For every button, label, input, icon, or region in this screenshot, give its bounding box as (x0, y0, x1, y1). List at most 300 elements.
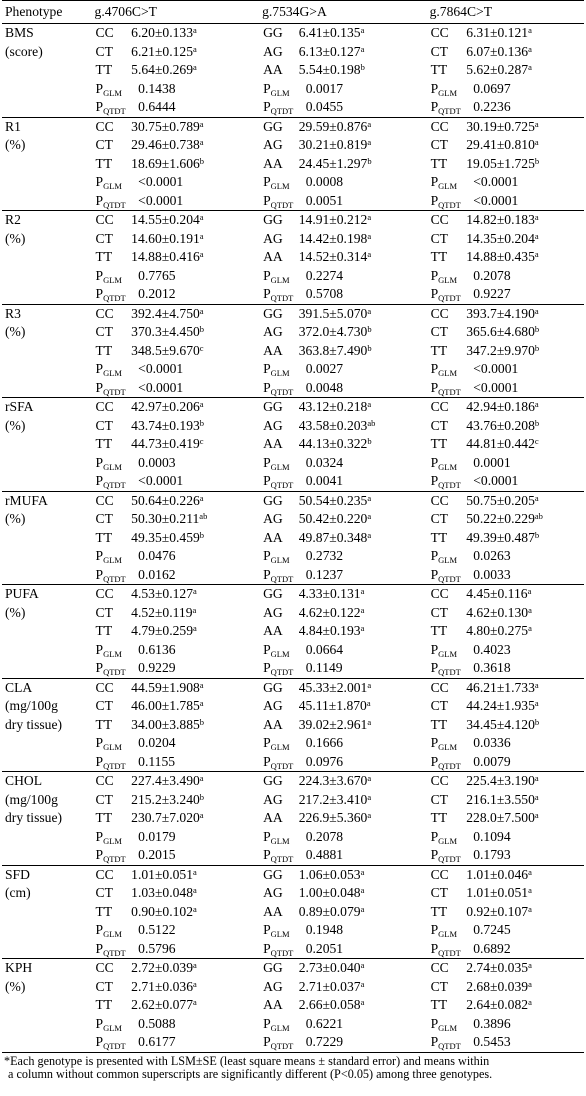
phenotype-name: (%) (5, 137, 26, 153)
lsm-value (131, 43, 249, 62)
superscript-letter: a (534, 492, 539, 503)
header-snp-2: g.7534G>A (259, 1, 427, 24)
value-text: 14.88±0.435 (466, 249, 535, 265)
p-glm-value: <0.0001 (473, 174, 519, 190)
lsm-value (466, 211, 584, 230)
column-gap (249, 211, 259, 230)
value-text: 34.00±3.885 (131, 716, 200, 732)
p-letter: P (263, 473, 271, 489)
p-letter: P (95, 548, 104, 564)
value-text: 43.12±0.218 (298, 399, 368, 415)
lsm-value (466, 809, 584, 828)
column-gap (249, 529, 259, 548)
lsm-value (131, 211, 249, 230)
column-gap (249, 828, 259, 847)
phenotype-name (2, 996, 92, 1015)
lsm-value (131, 622, 249, 641)
p-glm-value: 0.2078 (305, 828, 344, 844)
lsm-value (466, 248, 584, 267)
p-letter: P (263, 753, 271, 769)
superscript-letter: a (360, 903, 365, 914)
value-text: 365.6±4.680 (466, 324, 535, 340)
superscript-letter: a (360, 586, 365, 597)
p-qtdt-value: 0.7229 (299, 1033, 417, 1052)
value-text: 372.0±4.730 (298, 324, 368, 340)
genotype-label: AG (263, 885, 283, 901)
superscript-letter: a (534, 118, 539, 129)
phenotype-name (2, 454, 92, 473)
column-gap (249, 472, 259, 491)
value-text: 14.88±0.416 (131, 249, 200, 265)
p-subscript: GLM (103, 181, 122, 192)
phenotype-name (2, 547, 92, 566)
p-subscript: QTDT (438, 854, 461, 865)
value-text: 2.68±0.039 (466, 978, 529, 994)
genotype-label: AA (263, 997, 283, 1013)
p-letter: P (95, 566, 104, 582)
superscript-letter: a (199, 698, 204, 709)
superscript-letter: a (193, 62, 197, 73)
footnote (2, 1055, 584, 1082)
value-text: 14.82±0.183 (466, 212, 535, 228)
genotype-label: CT (95, 137, 113, 153)
column-gap (416, 641, 426, 660)
genotype-label: TT (95, 623, 113, 639)
phenotype-name: PUFA (5, 586, 39, 602)
p-letter: P (263, 379, 271, 395)
p-subscript: QTDT (438, 947, 461, 958)
superscript-letter: a (199, 492, 204, 503)
p-qtdt-label (427, 1033, 467, 1052)
table-row (2, 117, 584, 136)
p-letter: P (263, 361, 271, 377)
genotype-label: CT (95, 230, 113, 246)
superscript-letter: a (367, 773, 372, 784)
column-gap (249, 884, 259, 903)
value-text: 14.91±0.212 (298, 212, 368, 228)
lsm-value (299, 248, 417, 267)
p-letter: P (263, 828, 271, 844)
genotype-label: TT (430, 529, 448, 545)
value-text: 6.31±0.121 (466, 25, 529, 41)
lsm-value (131, 117, 249, 136)
lsm-value (299, 136, 417, 155)
genotype-label: GG (263, 399, 283, 415)
p-glm-label (259, 173, 299, 192)
phenotype-name: (%) (5, 978, 26, 994)
column-gap (416, 884, 426, 903)
genotype-label: AG (263, 324, 283, 340)
value-text: 1.06±0.053 (298, 866, 361, 882)
column-gap (249, 285, 259, 304)
phenotype-name: (%) (5, 604, 26, 620)
p-qtdt-value: 0.0162 (131, 566, 249, 585)
p-glm-label (427, 641, 467, 660)
p-qtdt-label (92, 98, 132, 117)
superscript-letter: a (367, 679, 372, 690)
value-text: 217.2±3.410 (298, 791, 368, 807)
phenotype-name (2, 80, 92, 99)
superscript-letter: a (192, 604, 197, 615)
p-subscript: GLM (270, 742, 290, 753)
table-row (2, 828, 584, 847)
value-text: 44.24±1.935 (466, 698, 535, 714)
superscript-letter: a (534, 773, 539, 784)
p-glm-value: 0.0027 (305, 361, 344, 377)
column-gap (249, 491, 259, 510)
p-qtdt-value: <0.0001 (131, 192, 249, 211)
lsm-value (299, 622, 417, 641)
superscript-letter: a (360, 978, 365, 989)
p-qtdt-value: 0.6892 (466, 940, 584, 959)
lsm-value (131, 435, 249, 454)
p-qtdt-label (92, 940, 132, 959)
phenotype-name: (%) (5, 230, 26, 246)
table-row (2, 417, 584, 436)
p-subscript: GLM (103, 1022, 122, 1033)
superscript-letter: a (367, 716, 372, 727)
column-gap (249, 846, 259, 865)
p-subscript: QTDT (270, 386, 294, 397)
p-qtdt-value: 0.0051 (299, 192, 417, 211)
value-text: 4.80±0.275 (466, 623, 529, 639)
superscript-letter: a (528, 885, 532, 896)
lsm-value (466, 435, 584, 454)
superscript-letter: a (534, 679, 539, 690)
column-gap (416, 659, 426, 678)
p-subscript: QTDT (270, 947, 294, 958)
column-gap (416, 323, 426, 342)
column-gap (416, 697, 426, 716)
p-letter: P (430, 361, 439, 377)
p-glm-value: 0.1438 (138, 80, 176, 96)
table-row (2, 566, 584, 585)
p-qtdt-value: 0.2051 (299, 940, 417, 959)
value-text: 226.9±5.360 (298, 810, 368, 826)
value-text: 29.46±0.738 (131, 137, 200, 153)
genotype-label: TT (430, 249, 448, 265)
p-letter: P (95, 267, 104, 283)
p-qtdt-value: 0.0048 (299, 379, 417, 398)
p-subscript: GLM (270, 555, 290, 566)
phenotype-name: rMUFA (5, 492, 48, 508)
p-qtdt-value: 0.1155 (131, 753, 249, 772)
value-text: 227.4±3.490 (131, 773, 200, 789)
genotype-label: CT (95, 604, 113, 620)
genotype-label: CC (95, 305, 114, 321)
table-row (2, 753, 584, 772)
genotype-label: CC (430, 586, 449, 602)
genotype-label: GG (263, 25, 283, 41)
p-qtdt-label (427, 566, 467, 585)
p-qtdt-label (259, 472, 299, 491)
lsm-value (466, 678, 584, 697)
superscript-letter: c (199, 436, 204, 447)
p-glm-label (427, 828, 467, 847)
table-row (2, 211, 584, 230)
p-letter: P (263, 641, 271, 657)
genotype-label: CC (430, 960, 449, 976)
phenotype-name: CLA (5, 679, 33, 695)
lsm-value (299, 155, 417, 174)
genotype-label: TT (430, 155, 448, 171)
p-qtdt-label (259, 566, 299, 585)
genotype-label: CC (95, 399, 114, 415)
column-gap (416, 285, 426, 304)
genotype-label: CC (95, 492, 114, 508)
p-subscript: GLM (103, 555, 122, 566)
genotype-label: TT (430, 62, 448, 78)
lsm-value (131, 865, 249, 884)
lsm-value (131, 884, 249, 903)
value-text: 2.74±0.035 (466, 960, 529, 976)
genotype-label: TT (430, 810, 448, 826)
p-subscript: QTDT (438, 667, 461, 678)
p-glm-value: 0.1094 (473, 828, 511, 844)
p-qtdt-label (427, 379, 467, 398)
p-glm-label (259, 641, 299, 660)
p-qtdt-label (427, 472, 467, 491)
table-row (2, 604, 584, 623)
column-gap (249, 734, 259, 753)
p-letter: P (430, 847, 439, 863)
phenotype-name: SFD (5, 866, 30, 882)
lsm-value (466, 865, 584, 884)
p-subscript: GLM (438, 555, 458, 566)
p-glm-label (259, 267, 299, 286)
phenotype-name: (%) (5, 324, 26, 340)
superscript-letter: a (360, 623, 365, 634)
genotype-label: TT (95, 997, 113, 1013)
superscript-letter: ab (534, 511, 543, 522)
lsm-value (131, 323, 249, 342)
column-gap (416, 24, 426, 43)
superscript-letter: a (534, 305, 539, 316)
value-text: 50.30±0.211 (131, 511, 200, 527)
p-glm-value: <0.0001 (138, 174, 184, 190)
superscript-letter: b (360, 62, 365, 73)
genotype-label: GG (263, 679, 283, 695)
column-gap (416, 98, 426, 117)
value-text: 5.54±0.198 (298, 62, 361, 78)
superscript-letter: a (193, 866, 197, 877)
superscript-letter: a (199, 305, 204, 316)
table-row (2, 454, 584, 473)
lsm-value (466, 959, 584, 978)
superscript-letter: a (367, 212, 372, 223)
superscript-letter: a (199, 230, 204, 241)
genotype-label: TT (95, 342, 113, 358)
column-gap (416, 604, 426, 623)
phenotype-name (2, 173, 92, 192)
table-row (2, 529, 584, 548)
superscript-letter: b (367, 155, 372, 166)
p-glm-label (259, 921, 299, 940)
superscript-letter: a (367, 230, 372, 241)
genotype-label: CT (95, 511, 113, 527)
column-gap (416, 267, 426, 286)
p-qtdt-label (427, 659, 467, 678)
column-gap (416, 921, 426, 940)
superscript-letter: a (528, 43, 532, 54)
p-qtdt-label (259, 98, 299, 117)
table-row (2, 659, 584, 678)
table-row (2, 155, 584, 174)
p-letter: P (430, 548, 439, 564)
genotype-label: AA (263, 155, 283, 171)
p-glm-label (427, 921, 467, 940)
superscript-letter: a (528, 62, 532, 73)
genotype-label: GG (263, 773, 283, 789)
phenotype-name (2, 1015, 92, 1034)
lsm-value (131, 809, 249, 828)
genotype-label: AA (263, 529, 283, 545)
p-subscript: GLM (438, 368, 458, 379)
genotype-label: CT (430, 511, 448, 527)
genotype-label: CT (95, 417, 113, 433)
superscript-letter: a (360, 25, 365, 36)
p-letter: P (430, 641, 439, 657)
superscript-letter: a (199, 137, 204, 148)
value-text: 50.22±0.229 (466, 511, 535, 527)
lsm-value (466, 61, 584, 80)
genotype-label: TT (95, 810, 113, 826)
table-row (2, 791, 584, 810)
lsm-value (131, 304, 249, 323)
p-qtdt-value: 0.2012 (131, 285, 249, 304)
superscript-letter: a (534, 249, 539, 260)
column-gap (249, 547, 259, 566)
lsm-value (299, 865, 417, 884)
superscript-letter: a (366, 698, 371, 709)
p-subscript: GLM (103, 742, 122, 753)
genotype-label: CT (95, 324, 113, 340)
column-gap (416, 903, 426, 922)
genotype-label: TT (95, 529, 113, 545)
table-row (2, 267, 584, 286)
p-letter: P (95, 473, 104, 489)
value-text: 4.45±0.116 (466, 586, 528, 602)
p-letter: P (430, 1015, 439, 1031)
p-glm-value: 0.0263 (473, 548, 511, 564)
value-text: 42.97±0.206 (131, 399, 200, 415)
phenotype-name: (%) (5, 417, 26, 433)
p-qtdt-label (427, 98, 467, 117)
column-gap (416, 547, 426, 566)
p-qtdt-value: <0.0001 (131, 379, 249, 398)
genotype-label: AA (263, 249, 283, 265)
p-letter: P (263, 174, 271, 190)
p-qtdt-label (259, 753, 299, 772)
superscript-letter: a (534, 212, 539, 223)
p-subscript: GLM (103, 274, 122, 285)
genotype-label: TT (95, 903, 113, 919)
phenotype-name: R1 (5, 118, 21, 134)
p-subscript: QTDT (270, 667, 294, 678)
table-row (2, 1033, 584, 1052)
table-row (2, 547, 584, 566)
lsm-value (131, 491, 249, 510)
table-row (2, 903, 584, 922)
lsm-value (131, 342, 249, 361)
genotype-label: CT (430, 230, 448, 246)
p-qtdt-label (259, 192, 299, 211)
table-row (2, 772, 584, 791)
p-glm-value: 0.0017 (305, 80, 344, 96)
value-text: 43.74±0.193 (131, 417, 200, 433)
superscript-letter: a (360, 866, 365, 877)
column-gap (249, 98, 259, 117)
p-subscript: GLM (270, 274, 290, 285)
superscript-letter: a (367, 399, 372, 410)
value-text: 30.21±0.819 (298, 137, 368, 153)
p-subscript: GLM (270, 929, 290, 940)
p-qtdt-label (92, 753, 132, 772)
superscript-letter: a (367, 305, 372, 316)
column-gap (249, 959, 259, 978)
genotype-label: CC (95, 773, 114, 789)
p-letter: P (95, 361, 104, 377)
p-subscript: GLM (270, 835, 290, 846)
column-gap (249, 417, 259, 436)
table-row (2, 173, 584, 192)
superscript-letter: a (360, 885, 365, 896)
column-gap (249, 809, 259, 828)
superscript-letter: b (534, 716, 540, 727)
value-text: 50.54±0.235 (298, 492, 368, 508)
value-text: 6.20±0.133 (131, 25, 193, 41)
value-text: 1.01±0.046 (466, 866, 529, 882)
column-gap (416, 809, 426, 828)
phenotype-name (2, 61, 92, 80)
value-text: 1.01±0.051 (131, 866, 193, 882)
column-gap (249, 192, 259, 211)
p-subscript: GLM (438, 1022, 458, 1033)
p-qtdt-value: 0.5453 (466, 1033, 584, 1052)
value-text: 0.89±0.079 (298, 903, 361, 919)
genotype-label: AA (263, 342, 283, 358)
superscript-letter: a (199, 679, 204, 690)
column-gap (249, 304, 259, 323)
genotype-label: AG (263, 230, 283, 246)
superscript-letter: b (367, 342, 372, 353)
phenotype-name: R2 (5, 212, 21, 228)
p-subscript: QTDT (438, 199, 461, 210)
lsm-value (299, 417, 417, 436)
p-subscript: GLM (438, 461, 458, 472)
value-text: 4.79±0.259 (131, 623, 193, 639)
p-qtdt-label (259, 285, 299, 304)
superscript-letter: a (193, 978, 197, 989)
table-row (2, 959, 584, 978)
phenotype-name (2, 940, 92, 959)
column-gap (249, 398, 259, 417)
value-text: 392.4±4.750 (131, 305, 200, 321)
lsm-value (299, 959, 417, 978)
p-letter: P (430, 192, 439, 208)
lsm-value (466, 529, 584, 548)
table-row (2, 435, 584, 454)
genotype-label: CC (95, 212, 114, 228)
value-text: 43.58±0.203 (298, 417, 368, 433)
superscript-letter: ab (199, 511, 208, 522)
column-gap (416, 454, 426, 473)
column-gap (249, 604, 259, 623)
p-subscript: GLM (438, 742, 458, 753)
p-qtdt-label (427, 192, 467, 211)
superscript-letter: a (193, 960, 197, 971)
superscript-letter: a (199, 773, 204, 784)
